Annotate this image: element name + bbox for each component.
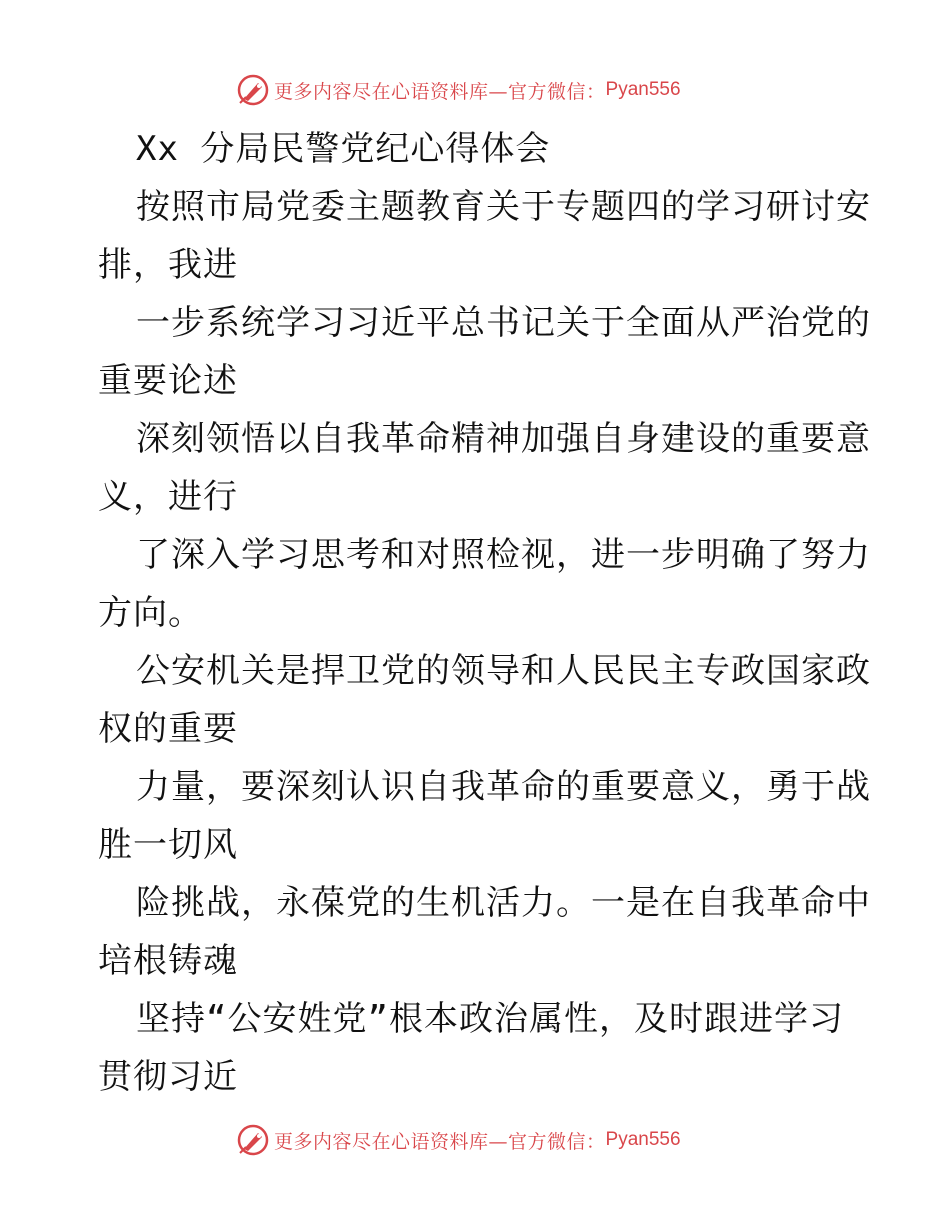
text-line: 坚持“公安姓党”根本政治属性，及时跟进学习	[136, 999, 844, 1039]
text-line: 了深入学习思考和对照检视，进一步明确了努力	[136, 535, 871, 575]
text-line: 重要论述	[98, 361, 238, 401]
text-line: 义，进行	[98, 477, 238, 517]
banner-wechat-handle: Pyan556	[605, 1129, 681, 1150]
text-line: 贯彻习近	[98, 1057, 238, 1097]
banner-wechat-handle: Pyan556	[605, 79, 681, 100]
banner-text: 更多内容尽在心语资料库—官方微信：	[274, 80, 606, 103]
text-line: 培根铸魂	[98, 941, 238, 981]
document-body	[98, 120, 871, 1106]
footer-banner	[236, 1122, 681, 1158]
pen-nib-logo-icon	[236, 73, 270, 107]
text-line: 方向。	[98, 593, 203, 633]
document-title: Xx 分局民警党纪心得体会	[136, 129, 551, 169]
text-line: 公安机关是捍卫党的领导和人民民主专政国家政	[136, 651, 871, 691]
text-line: 险挑战，永葆党的生机活力。一是在自我革命中	[136, 883, 871, 923]
text-line: 权的重要	[98, 709, 238, 749]
text-line: 一步系统学习习近平总书记关于全面从严治党的	[136, 303, 871, 343]
pen-nib-logo-icon	[236, 1123, 270, 1157]
text-line: 深刻领悟以自我革命精神加强自身建设的重要意	[136, 419, 871, 459]
header-banner	[236, 72, 681, 108]
text-line: 胜一切风	[98, 825, 238, 865]
text-line: 排，我进	[98, 245, 238, 285]
text-line: 按照市局党委主题教育关于专题四的学习研讨安	[136, 187, 871, 227]
text-line: 力量，要深刻认识自我革命的重要意义，勇于战	[136, 767, 871, 807]
banner-text: 更多内容尽在心语资料库—官方微信：	[274, 1130, 606, 1153]
